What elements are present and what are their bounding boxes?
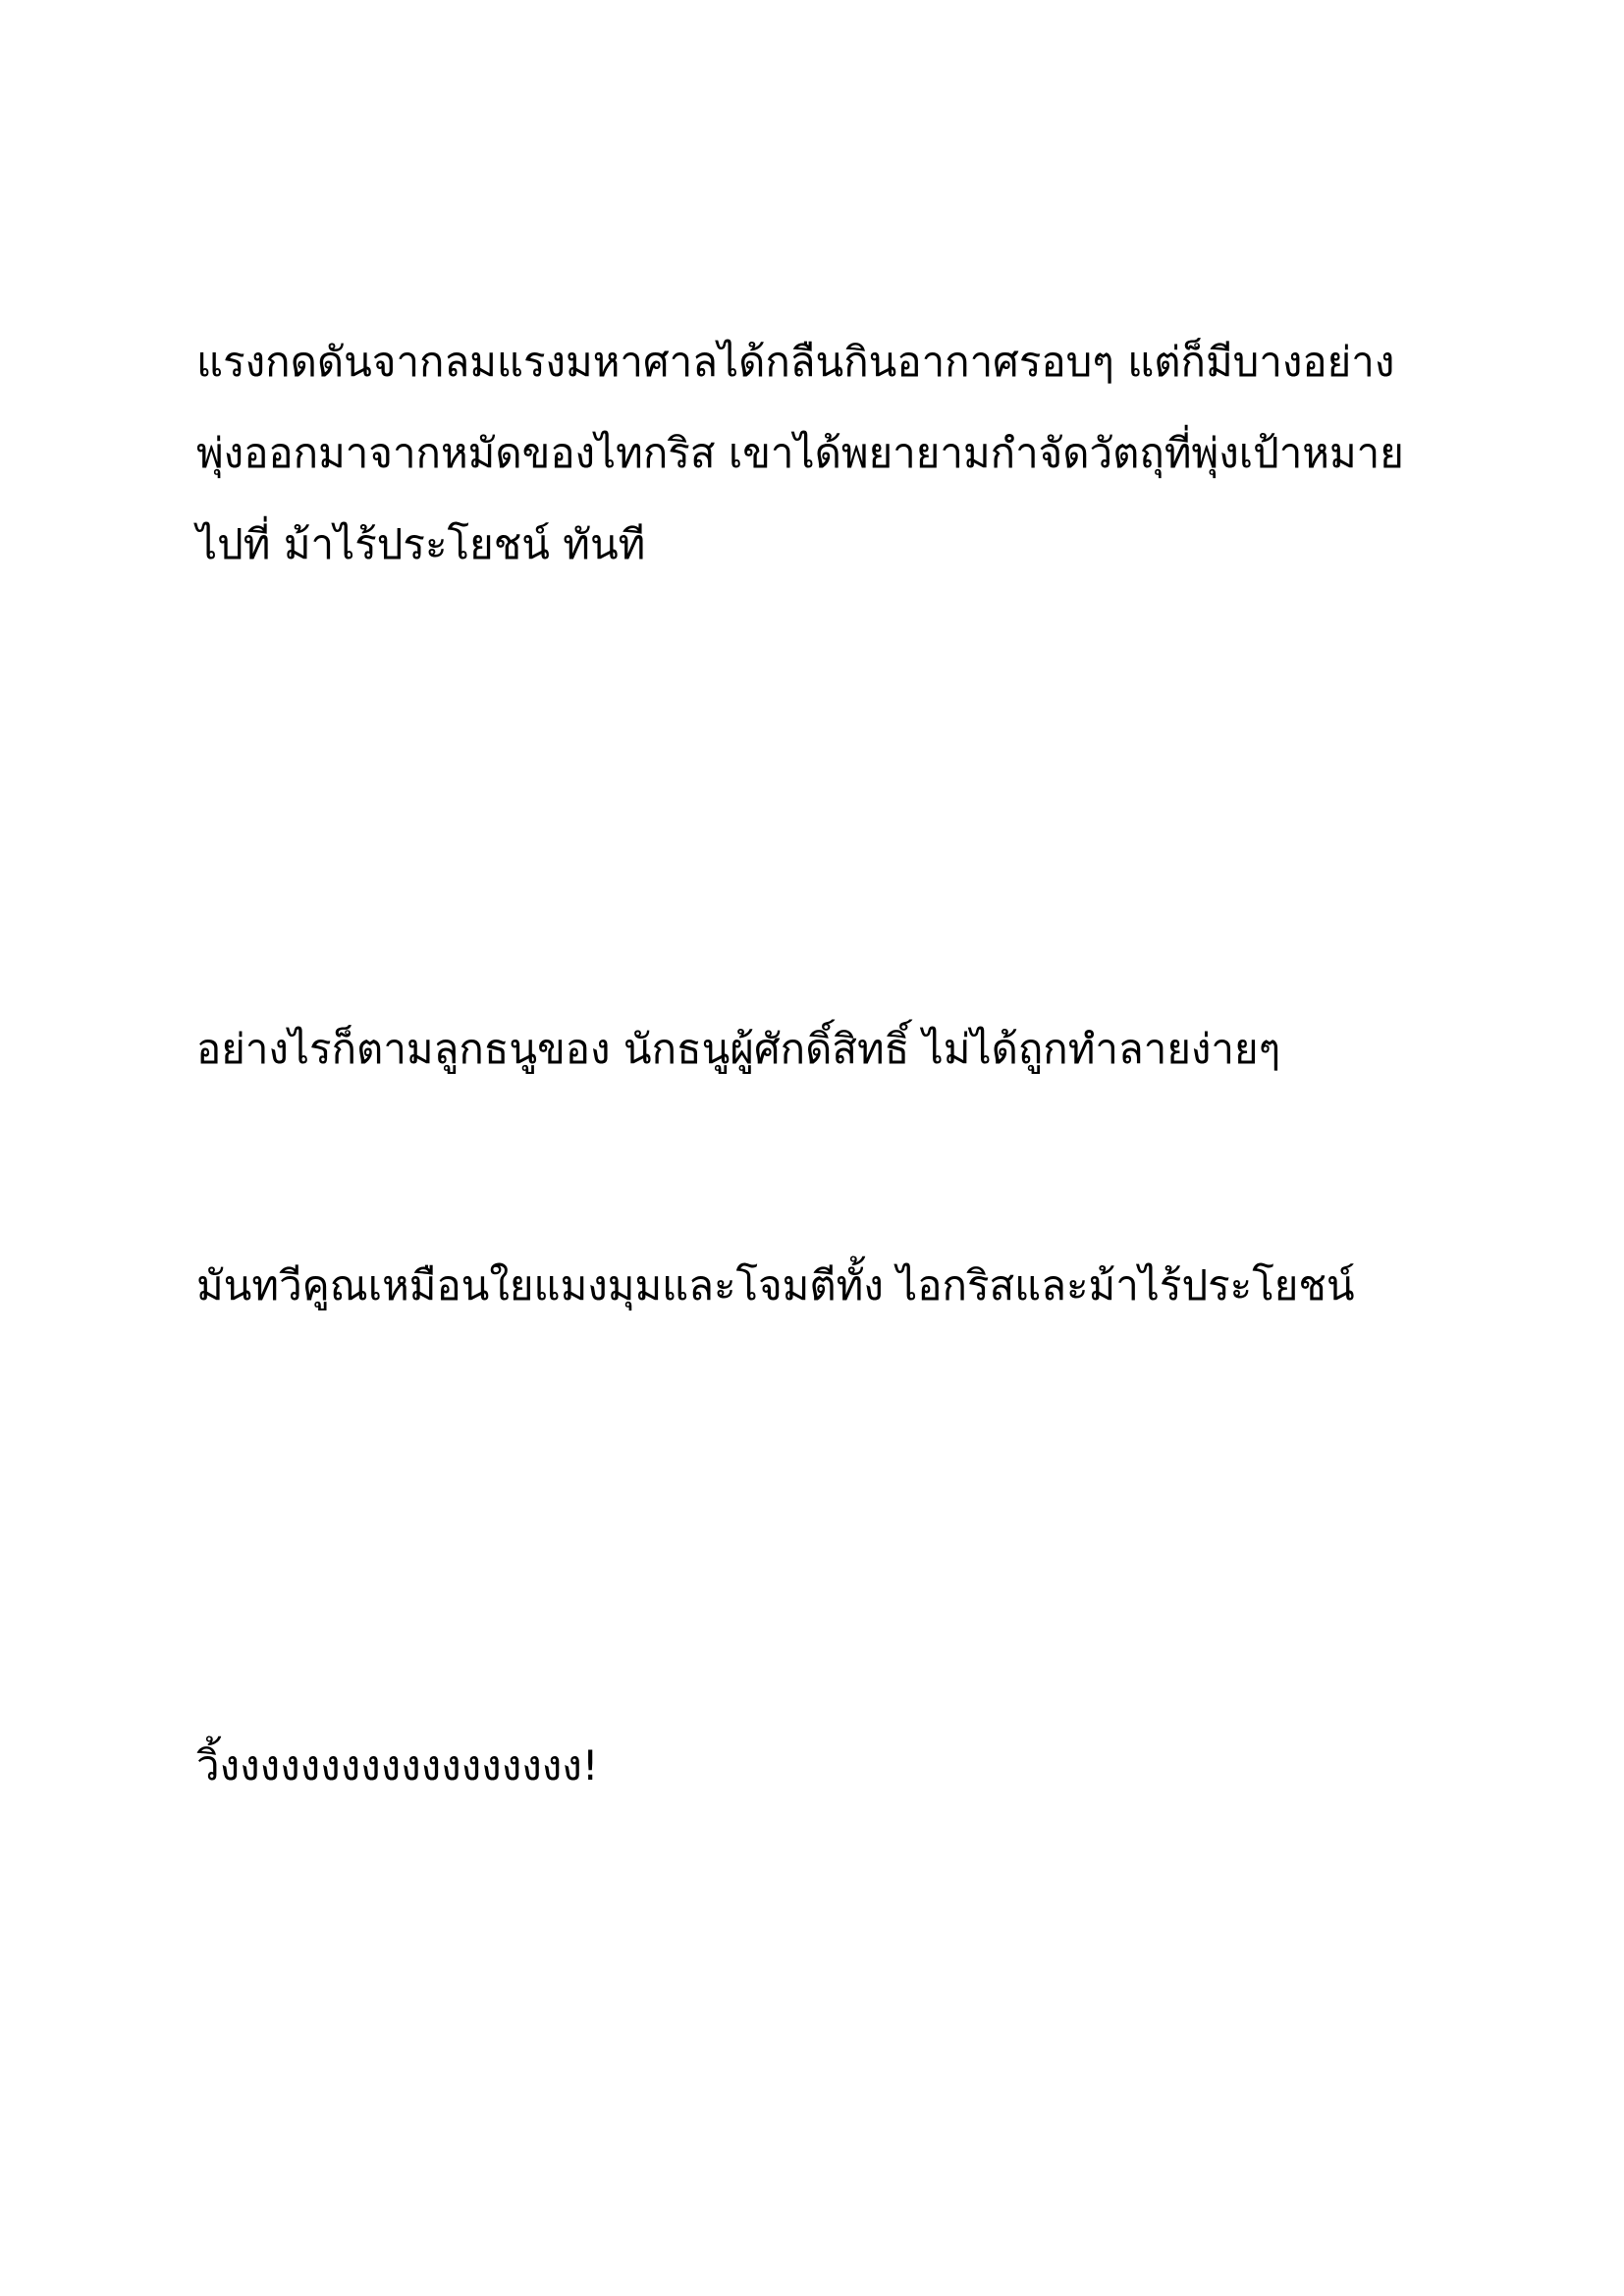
text-line: แรงกดดันจากลมแรงมหาศาลได้กลืนกินอากาศรอบๆ แต่ก็มีบางอย่าง (196, 338, 1395, 386)
text-line: วิ้งงงงงงงงงงงงงงงงงง! (196, 1741, 599, 1789)
paragraph-1 (196, 316, 1492, 590)
paragraph-2 (196, 1003, 1492, 1095)
text-line: อย่างไรก็ตามลูกธนูของ นักธนูผู้ศักดิ์สิทธิ์ ไม่ได้ถูกทำลายง่ายๆ (196, 1025, 1281, 1073)
text-line: พุ่งออกมาจากหมัดของไทกริส เขาได้พยายามกำจัดวัตถุที่พุ่งเป้าหมาย (196, 429, 1404, 477)
text-line: มันทวีคูณเหมือนใยแมงมุมและโจมตีทั้ง ไอกริสและม้าไร้ประโยชน์ (196, 1261, 1355, 1309)
paragraph-3 (196, 1240, 1492, 1331)
paragraph-4 (196, 1720, 1492, 1811)
text-line: ไปที่ ม้าไร้ประโยชน์ ทันที (196, 520, 646, 568)
